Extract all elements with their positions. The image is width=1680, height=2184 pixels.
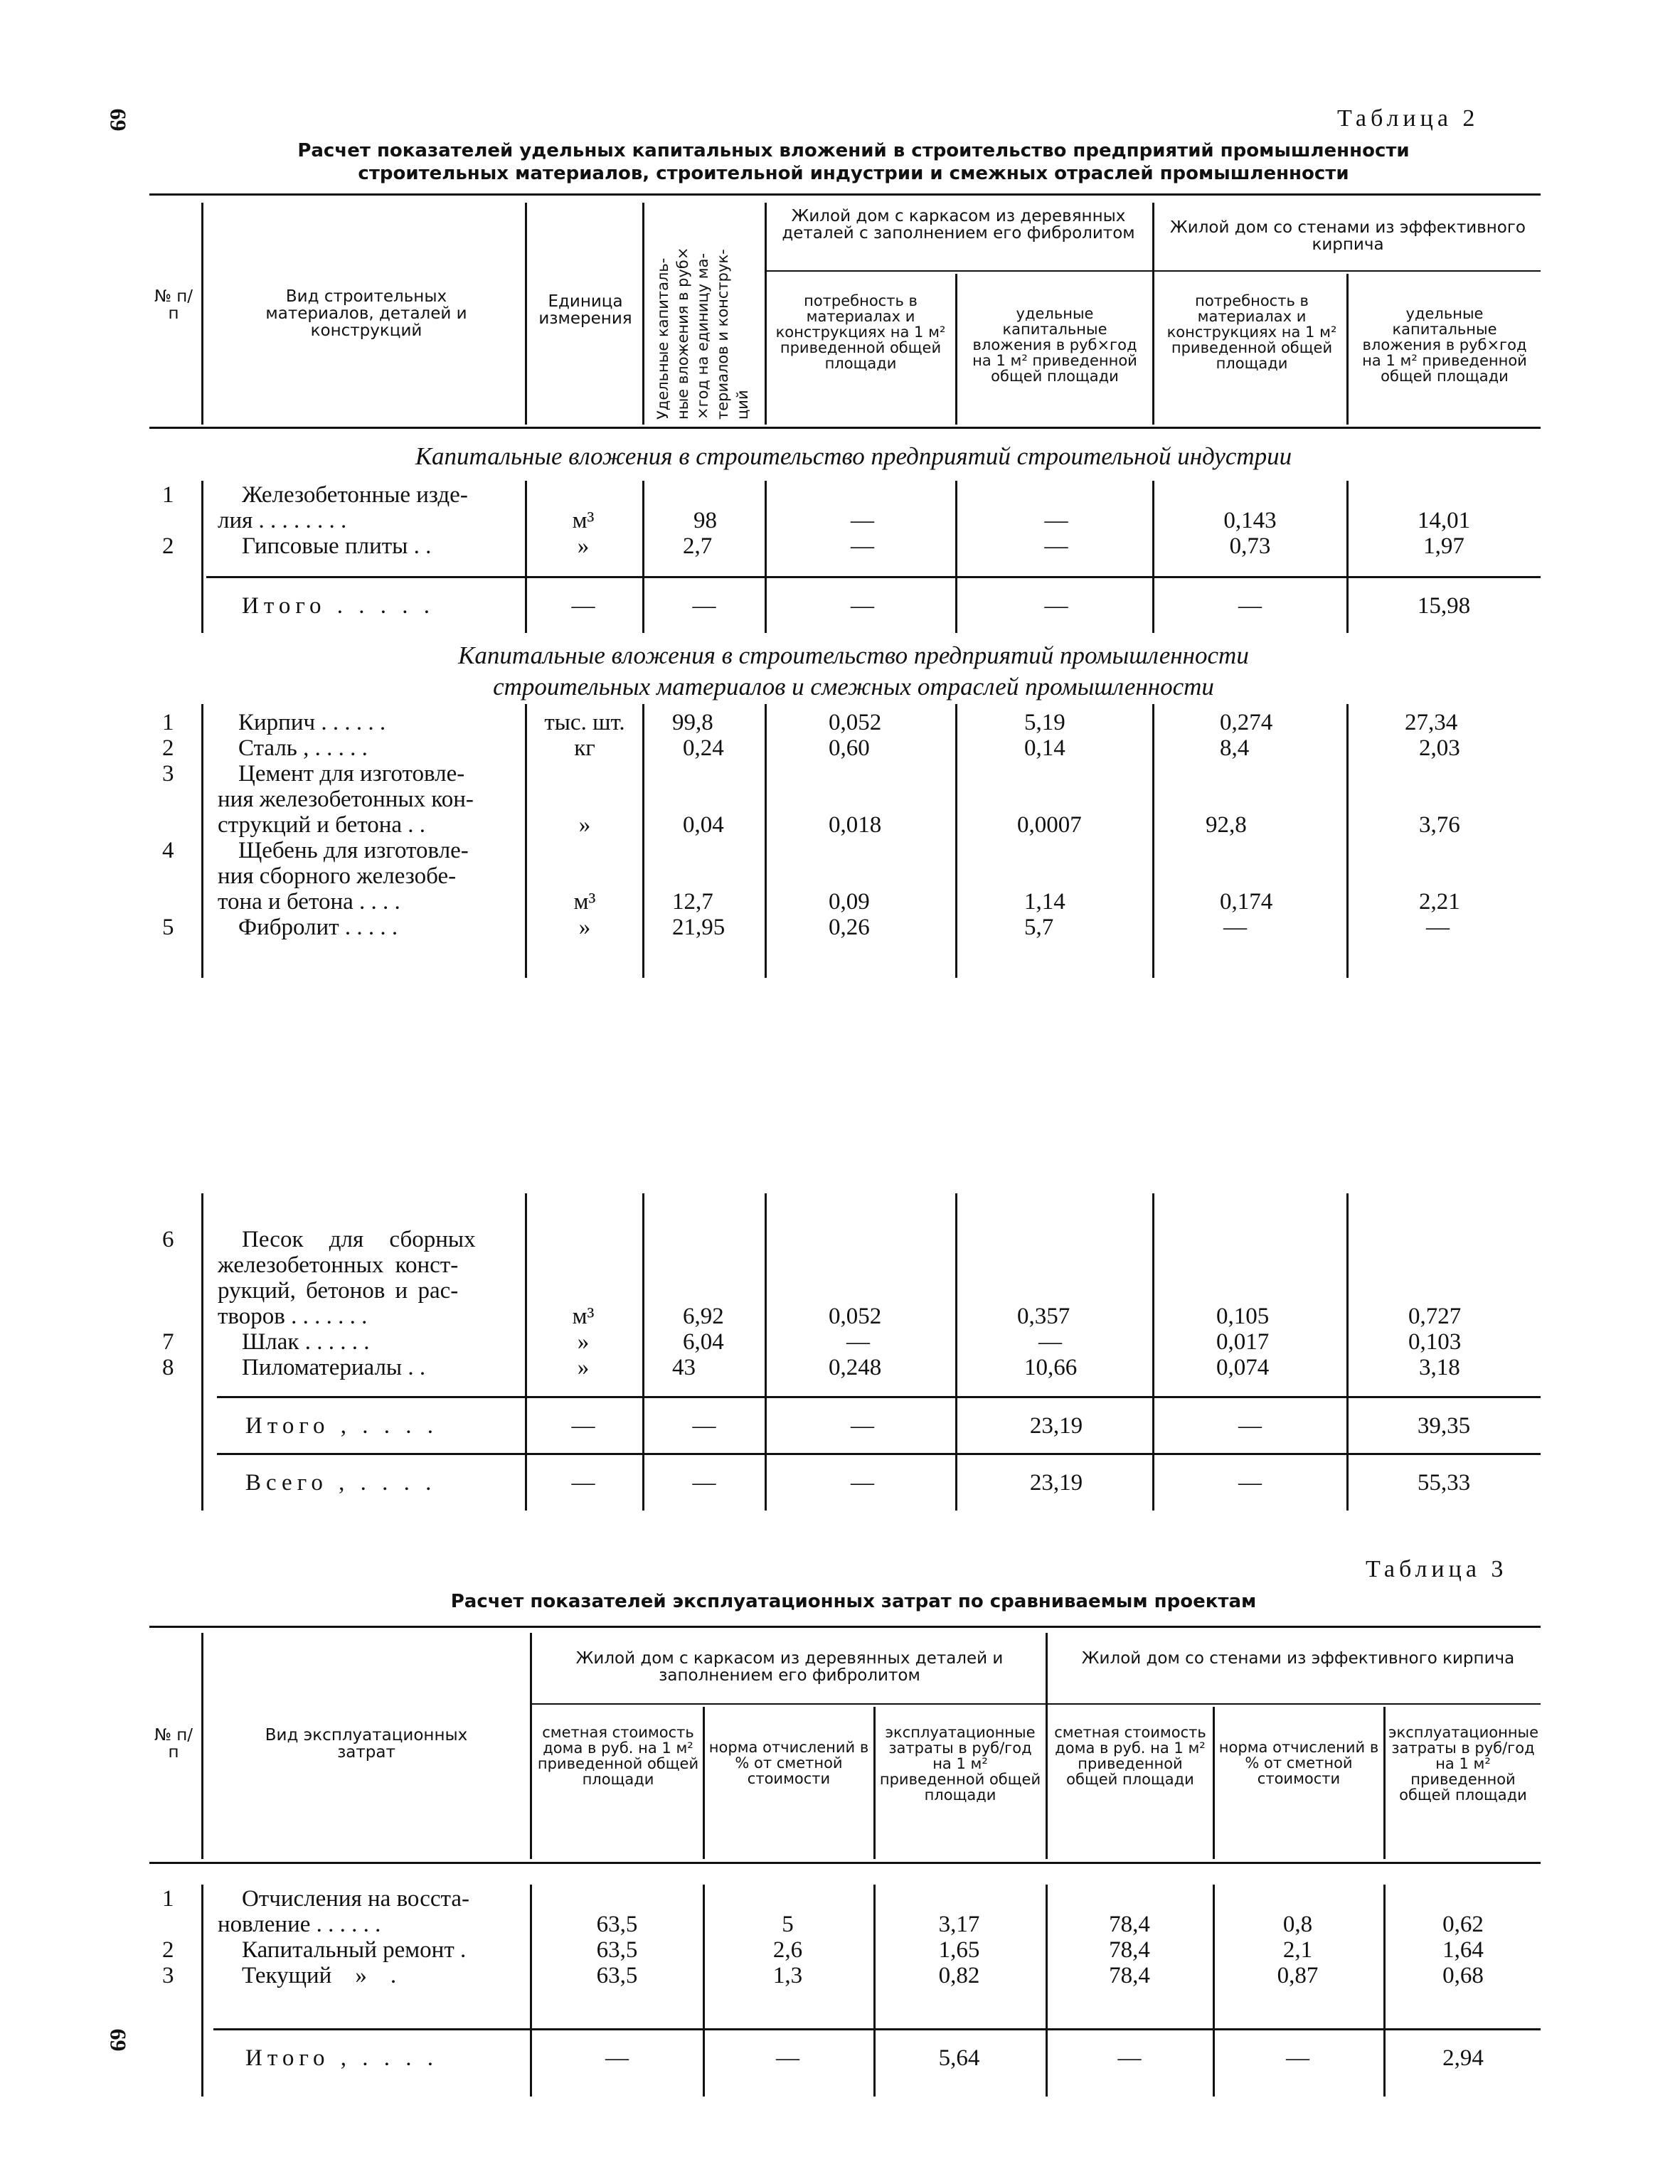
t2-row-spec1: —	[1044, 508, 1068, 533]
t2-row-unit: »	[577, 1355, 590, 1380]
t2-row-spec: 2,7	[683, 533, 713, 559]
t2-row-spec: 43	[672, 1355, 696, 1380]
t2-total-unit: —	[571, 1413, 595, 1439]
t2-total-label: Итого , . . . .	[245, 1413, 439, 1439]
t3-row-cost2: 78,4	[1109, 1963, 1150, 1988]
t3-total-norm1: —	[776, 2045, 799, 2071]
t2-row-num: 1	[162, 710, 174, 735]
t2-section2-line2: строительных материалов и смежных отраслей промышленности	[493, 673, 1214, 701]
t2-row-unit: м³	[572, 508, 595, 533]
t2-row-spec1: —	[1038, 1329, 1062, 1355]
t2-row-num: 1	[162, 482, 174, 508]
table2-title-line2: строительных материалов, строительной индустрии и смежных отраслей промышленности	[358, 163, 1349, 184]
t2-row-name: Щебень для изготовле-	[238, 838, 469, 863]
t3-total-expl1: 5,64	[938, 2045, 980, 2071]
t2-row-need1: 0,09	[829, 889, 870, 915]
t3-header-cost-1: сметная стоимость дома в руб. на 1 м² приведенной общей площади	[537, 1724, 699, 1788]
t2-row-spec1: 5,7	[1024, 915, 1054, 940]
t2-total-spec1: —	[1044, 593, 1068, 619]
t2-row-name: ния сборного железобе-	[218, 863, 457, 889]
t2-total-need1: —	[851, 593, 874, 619]
t2-row-spec: 0,24	[683, 735, 724, 761]
t2-row-name: Пиломатериалы . .	[242, 1355, 426, 1380]
t2-header-num: № п/п	[154, 287, 193, 323]
t2-row-spec: 6,92	[683, 1304, 724, 1329]
t2-row-num: 6	[162, 1227, 174, 1252]
t2-spec-l5: ций	[734, 390, 751, 420]
t2-row-name: Песок для сборных	[242, 1227, 476, 1252]
table3-label: Таблица 3	[1366, 1556, 1508, 1582]
t3-header-num: № п/п	[154, 1726, 193, 1762]
t3-row-norm2: 0,8	[1282, 1912, 1313, 1937]
t2-row-spec2: 3,18	[1419, 1355, 1460, 1380]
t2-row-unit: тыс. шт.	[544, 710, 625, 735]
t3-row-cost1: 63,5	[596, 1963, 638, 1988]
t2-row-name: Сталь , . . . . .	[238, 735, 368, 761]
t2-grand-unit: —	[571, 1470, 595, 1496]
t3-row-num: 2	[162, 1937, 174, 1963]
t2-section2-title	[171, 640, 1536, 703]
t3-row-name: Отчисления на восста-	[242, 1886, 470, 1912]
t2-header-group1: Жилой дом с каркасом из деревянных деталей с заполнением его фибролитом	[782, 207, 1135, 243]
t2-row-need2: 0,017	[1216, 1329, 1270, 1355]
t2-row-spec1: 0,14	[1024, 735, 1065, 761]
t2-row-name: лия . . . . . . . .	[218, 508, 347, 533]
t2-row-need2: 0,73	[1229, 533, 1271, 559]
t2-row-need1: 0,60	[829, 735, 870, 761]
t3-row-cost1: 63,5	[596, 1912, 638, 1937]
t2-row-spec2: 2,21	[1419, 889, 1460, 915]
t2-row-need2: 0,274	[1220, 710, 1273, 735]
t2-row-spec2: 1,97	[1423, 533, 1464, 559]
t2-row-num: 7	[162, 1329, 174, 1355]
t2-total-need2: —	[1238, 1413, 1262, 1439]
t3-header-cost-2: сметная стоимость дома в руб. на 1 м² приведенной общей площади	[1054, 1724, 1206, 1788]
table2-title-line1: Расчет показателей удельных капитальных вложений в строительство предприятий промышленности	[297, 140, 1410, 161]
t3-total-expl2: 2,94	[1442, 2045, 1484, 2071]
t2-header-need-1: потребность в материалах и конструкциях на 1 м² приведенной общей площади	[775, 292, 946, 372]
t2-row-name: ния железобетонных кон-	[218, 787, 474, 812]
t2-grand-spec: —	[692, 1470, 716, 1496]
t2-grand-need2: —	[1238, 1470, 1262, 1496]
t2-row-need1: —	[846, 1329, 870, 1355]
t2-row-need1: 0,052	[829, 1304, 882, 1329]
t2-row-name: Фибролит . . . . .	[238, 915, 398, 940]
t2-total-spec2: 39,35	[1417, 1413, 1471, 1439]
t2-row-need1: 0,052	[829, 710, 882, 735]
t2-row-need2: 8,4	[1220, 735, 1250, 761]
t2-row-unit: кг	[574, 735, 595, 761]
t2-row-need2: —	[1223, 915, 1247, 940]
table2-label: Таблица 2	[1337, 105, 1479, 132]
t3-row-name: Капитальный ремонт .	[242, 1937, 467, 1963]
t2-row-unit: »	[578, 812, 591, 838]
t3-header-expl-1: эксплуатационные затраты в руб/год на 1 м² приведенной общей площади	[879, 1724, 1041, 1804]
t2-grand-total-label: Всего , . . . .	[245, 1470, 437, 1496]
t2-header-need-2: потребность в материалах и конструкциях на 1 м² приведенной общей площади	[1166, 292, 1337, 372]
t2-row-spec2: 14,01	[1417, 508, 1471, 533]
t2-row-num: 3	[162, 761, 174, 787]
t3-row-norm1: 1,3	[772, 1963, 803, 1988]
t3-row-expl2: 0,68	[1442, 1963, 1484, 1988]
t2-spec-l1: Удельные капиталь-	[654, 257, 671, 420]
t2-total-spec: —	[692, 593, 716, 619]
t2-row-num: 5	[162, 915, 174, 940]
t3-total-label: Итого , . . . .	[245, 2045, 439, 2071]
t2-row-need2: 0,143	[1223, 508, 1277, 533]
t3-header-type: Вид эксплуатационных затрат	[265, 1726, 468, 1762]
t2-row-name: струкций и бетона . .	[218, 812, 426, 838]
t3-header-group2: Жилой дом со стенами из эффективного кирпича	[1081, 1649, 1515, 1668]
t2-row-name: Шлак . . . . . .	[242, 1329, 370, 1355]
t3-row-norm2: 0,87	[1277, 1963, 1319, 1988]
t2-row-name: рукций, бетонов и рас-	[218, 1278, 459, 1304]
t2-row-spec2: —	[1426, 915, 1450, 940]
t3-row-expl1: 3,17	[938, 1912, 980, 1937]
t2-row-spec1: 10,66	[1024, 1355, 1078, 1380]
t2-row-unit: м³	[572, 1304, 595, 1329]
t2-row-spec: 98	[693, 508, 717, 533]
t3-header-norm-1: норма отчислений в % от сметной стоимости	[708, 1739, 869, 1787]
t3-row-expl1: 1,65	[938, 1937, 980, 1963]
t2-row-need1: —	[851, 533, 874, 559]
t2-grand-need1: —	[851, 1470, 874, 1496]
t3-row-cost1: 63,5	[596, 1937, 638, 1963]
t2-row-spec: 12,7	[672, 889, 713, 915]
t2-grand-spec1: 23,19	[1029, 1470, 1083, 1496]
t2-row-spec1: 1,14	[1024, 889, 1065, 915]
t3-header-group1: Жилой дом с каркасом из деревянных деталей и заполнением его фибролитом	[575, 1649, 1004, 1685]
t2-row-spec: 0,04	[683, 812, 724, 838]
t3-row-expl2: 0,62	[1442, 1912, 1484, 1937]
t2-total-spec: —	[692, 1413, 716, 1439]
t2-header-group2: Жилой дом со стенами из эффективного кирпича	[1169, 218, 1526, 254]
t2-row-spec2: 0,103	[1408, 1329, 1462, 1355]
t2-header-specific-2: удельные капитальные вложения в руб×год на 1 м² приведенной общей площади	[1362, 305, 1527, 385]
t2-row-spec1: —	[1044, 533, 1068, 559]
t2-row-name: Железобетонные изде-	[242, 482, 468, 508]
t2-row-num: 8	[162, 1355, 174, 1380]
t2-row-unit: »	[578, 915, 591, 940]
t2-section1-title: Капитальные вложения в строительство предприятий строительной индустрии	[415, 442, 1292, 470]
t2-row-num: 4	[162, 838, 174, 863]
t2-spec-l4: териалов и конструк-	[714, 249, 731, 420]
t2-row-need2: 0,105	[1216, 1304, 1270, 1329]
t3-header-expl-2: эксплуатационные затраты в руб/год на 1 м² приведенной общей площади	[1388, 1724, 1539, 1804]
t3-row-norm1: 2,6	[772, 1937, 803, 1963]
t2-total-need2: —	[1238, 593, 1262, 619]
t2-total-label: Итого . . . . .	[242, 593, 435, 619]
t3-row-name: новление . . . . . .	[218, 1912, 381, 1937]
t2-header-specific-1: удельные капитальные вложения в руб×год на 1 м² приведенной общей площади	[972, 305, 1137, 385]
t2-row-num: 2	[162, 533, 174, 559]
t2-row-unit: м³	[573, 889, 596, 915]
t2-row-spec: 99,8	[672, 710, 713, 735]
t3-row-cost2: 78,4	[1109, 1937, 1150, 1963]
t2-total-unit: —	[571, 593, 595, 619]
t2-row-spec1: 5,19	[1024, 710, 1065, 735]
t3-row-norm1: 5	[782, 1912, 794, 1937]
t2-row-need1: 0,018	[829, 812, 882, 838]
t3-total-cost1: —	[605, 2045, 629, 2071]
t2-row-need2: 0,074	[1216, 1355, 1270, 1380]
t2-row-name: творов . . . . . . .	[218, 1304, 368, 1329]
t2-total-need1: —	[851, 1413, 874, 1439]
t2-row-need1: —	[851, 508, 874, 533]
t2-header-unit: Единица измерения	[538, 292, 632, 328]
t2-row-spec2: 0,727	[1408, 1304, 1462, 1329]
t3-total-cost2: —	[1117, 2045, 1142, 2071]
t2-row-spec2: 3,76	[1419, 812, 1460, 838]
t3-row-num: 3	[162, 1963, 174, 1988]
t3-header-norm-2: норма отчислений в % от сметной стоимости	[1218, 1739, 1379, 1787]
t2-row-name: Гипсовые плиты . .	[242, 533, 432, 559]
t2-row-need2: 0,174	[1220, 889, 1273, 915]
table2-title	[171, 139, 1536, 185]
t2-row-name: тона и бетона . . . .	[218, 889, 400, 915]
t2-row-name: Кирпич . . . . . .	[238, 710, 386, 735]
table3-title: Расчет показателей эксплуатационных затрат по сравниваемым проектам	[450, 1591, 1257, 1612]
t2-row-unit: »	[577, 533, 590, 559]
t3-row-expl2: 1,64	[1442, 1937, 1484, 1963]
t2-section2-line1: Капитальные вложения в строительство предприятий промышленности	[458, 641, 1249, 669]
page-number-top: 69	[105, 108, 132, 132]
t2-spec-l3: ×год на единицу ма-	[694, 252, 711, 420]
t2-row-num: 2	[162, 735, 174, 761]
t2-row-spec2: 2,03	[1419, 735, 1460, 761]
t2-row-need1: 0,248	[829, 1355, 882, 1380]
t2-spec-l2: ные вложения в руб×	[674, 247, 691, 420]
t2-row-name: железобетонных конст-	[218, 1252, 459, 1278]
t2-row-spec1: 0,0007	[1017, 812, 1082, 838]
t2-row-need2: 92,8	[1206, 812, 1247, 838]
t2-grand-spec2: 55,33	[1417, 1470, 1471, 1496]
t2-row-spec: 6,04	[683, 1329, 724, 1355]
t3-row-norm2: 2,1	[1282, 1937, 1313, 1963]
t2-row-spec2: 27,34	[1405, 710, 1458, 735]
t2-row-need1: 0,26	[829, 915, 870, 940]
page-number-bottom: 69	[105, 2028, 132, 2052]
t2-row-spec: 21,95	[672, 915, 725, 940]
t3-row-expl1: 0,82	[938, 1963, 980, 1988]
t2-row-unit: »	[577, 1329, 590, 1355]
t2-row-name: Цемент для изготовле-	[238, 761, 465, 787]
t2-header-type: Вид строительных материалов, деталей и конструкций	[265, 287, 467, 340]
t3-total-norm2: —	[1286, 2045, 1309, 2071]
t2-total-spec1: 23,19	[1029, 1413, 1083, 1439]
t2-row-spec1: 0,357	[1017, 1304, 1070, 1329]
t3-row-name: Текущий » .	[242, 1963, 397, 1988]
t2-total-spec2: 15,98	[1417, 593, 1471, 619]
t3-row-num: 1	[162, 1886, 174, 1912]
t3-row-cost2: 78,4	[1109, 1912, 1150, 1937]
